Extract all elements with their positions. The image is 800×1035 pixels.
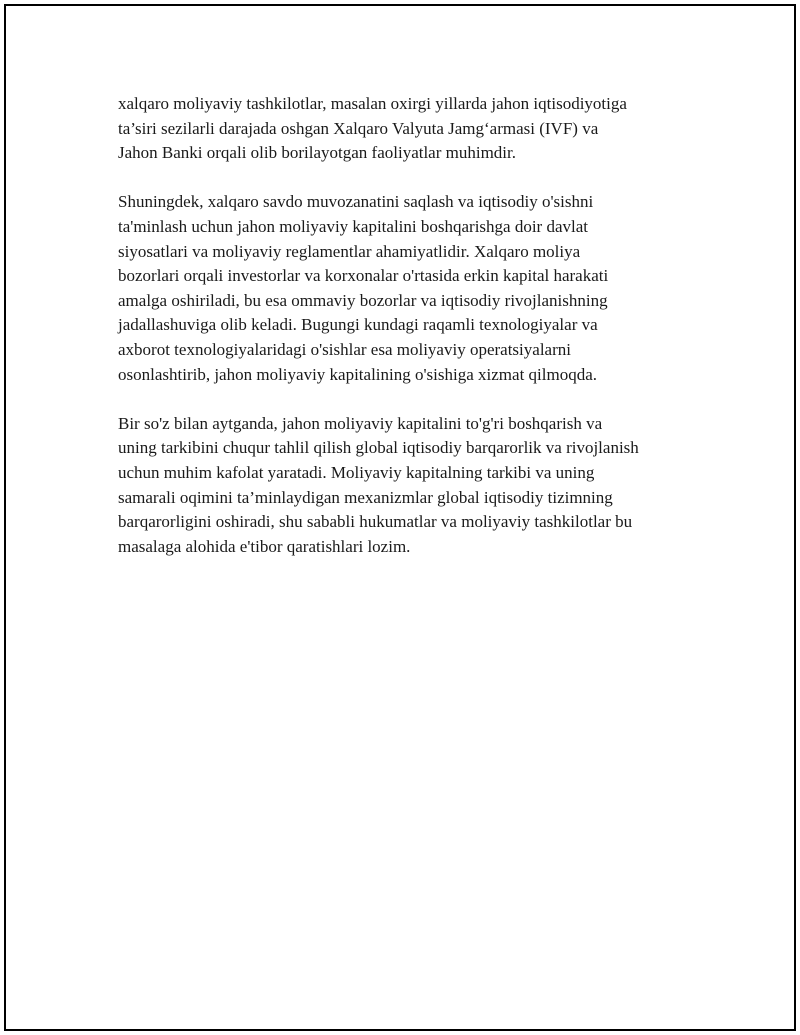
paragraph-2 [118,190,700,387]
text-line: ta’siri sezilarli darajada oshgan Xalqaro Valyuta Jamg‘armasi (IVF) va [118,118,599,138]
text-line: masalaga alohida e'tibor qaratishlari lozim. [118,536,411,556]
document-body [118,92,700,584]
text-line: osonlashtirib, jahon moliyaviy kapitalining o'sishiga xizmat qilmoqda. [118,364,598,384]
text-line: Shuningdek, xalqaro savdo muvozanatini saqlash va iqtisodiy o'sishni [118,192,594,212]
text-line: Jahon Banki orqali olib borilayotgan faoliyatlar muhimdir. [118,143,517,163]
text-line: xalqaro moliyaviy tashkilotlar, masalan oxirgi yillarda jahon iqtisodiyotiga [118,94,627,113]
text-line: axborot texnologiyalaridagi o'sishlar esa moliyaviy operatsiyalarni [118,339,571,359]
text-line: uchun muhim kafolat yaratadi. Moliyaviy kapitalning tarkibi va uning [118,462,595,482]
text-line: bozorlari orqali investorlar va korxonalar o'rtasida erkin kapital harakati [118,266,609,286]
text-line: Bir so'z bilan aytganda, jahon moliyaviy kapitalini to'g'ri boshqarish va [118,413,603,433]
text-line: ta'minlash uchun jahon moliyaviy kapitalini boshqarishga doir davlat [118,216,588,236]
paragraph-3 [118,412,700,560]
text-line: samarali oqimini ta’minlaydigan mexanizmlar global iqtisodiy tizimning [118,487,613,507]
text-line: jadallashuviga olib keladi. Bugungi kundagi raqamli texnologiyalar va [118,315,598,335]
text-line: siyosatlari va moliyaviy reglamentlar ahamiyatlidir. Xalqaro moliya [118,241,581,261]
paragraph-1 [118,92,700,166]
text-line: barqarorligini oshiradi, shu sababli hukumatlar va moliyaviy tashkilotlar bu [118,512,633,532]
text-line: amalga oshiriladi, bu esa ommaviy bozorlar va iqtisodiy rivojlanishning [118,290,608,310]
text-line: uning tarkibini chuqur tahlil qilish global iqtisodiy barqarorlik va rivojlanish [118,438,639,458]
